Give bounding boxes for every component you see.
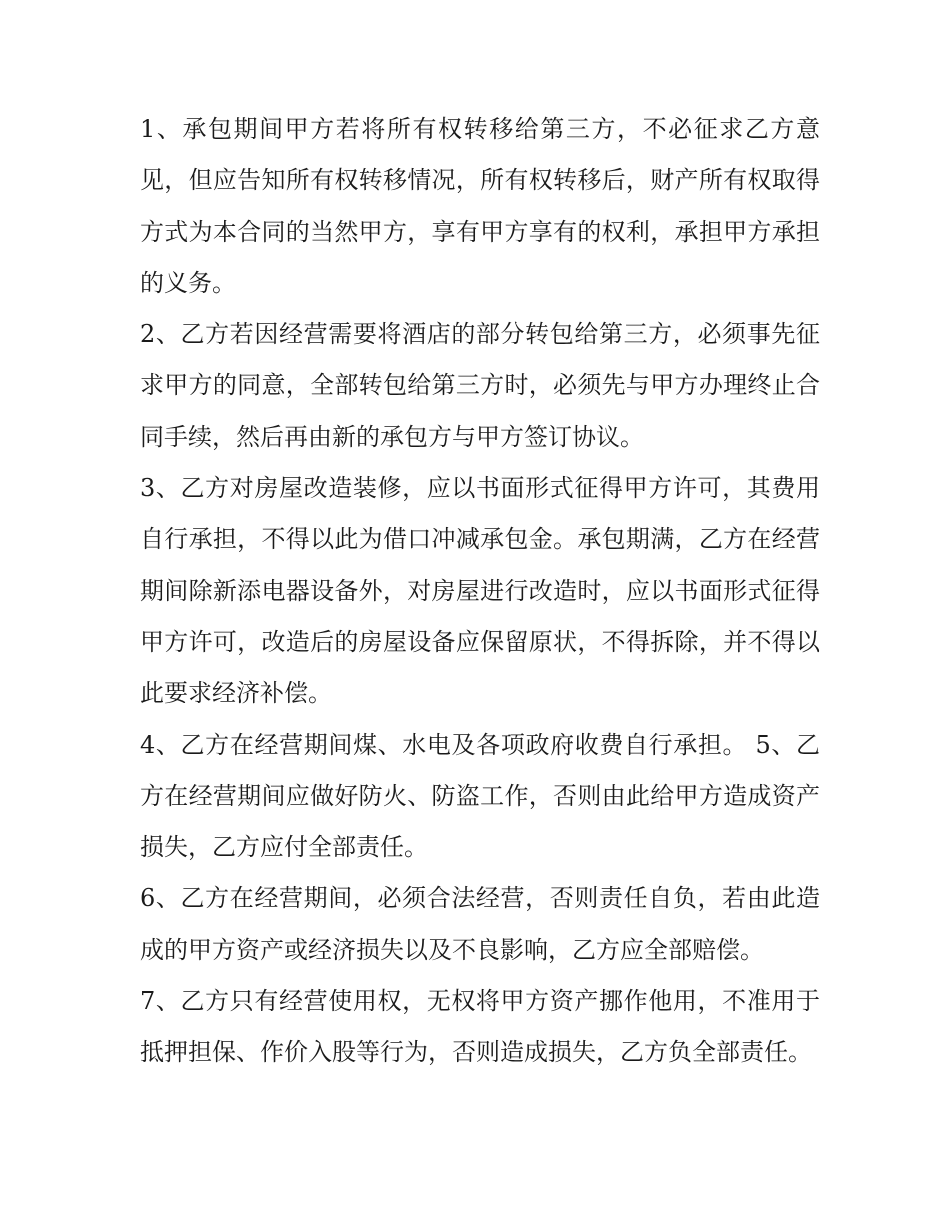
clause-4-5: 4、乙方在经营期间煤、水电及各项政府收费自行承担。 5、乙方在经营期间应做好防火、防盗工作，否则由此给甲方造成资产损失，乙方应付全部责任。 <box>140 730 820 862</box>
clause-1: 1、承包期间甲方若将所有权转移给第三方，不必征求乙方意见，但应告知所有权转移情况，所有权转移后，财产所有权取得方式为本合同的当然甲方，享有甲方享有的权利，承担甲方承担的义务。 <box>140 115 820 297</box>
clause-7: 7、乙方只有经营使用权，无权将甲方资产挪作他用，不准用于抵押担保、作价入股等行为，否则造成损失，乙方负全部责任。 <box>140 987 820 1067</box>
clause-6: 6、乙方在经营期间，必须合法经营，否则责任自负，若由此造成的甲方资产或经济损失以及不良影响，乙方应全部赔偿。 <box>140 884 820 964</box>
clause-3: 3、乙方对房屋改造装修，应以书面形式征得甲方许可，其费用自行承担，不得以此为借口冲减承包金。承包期满，乙方在经营期间除新添电器设备外，对房屋进行改造时，应以书面形式征得甲方许可，改造后的房屋设备应保留原状，不得拆除，并不得以此要求经济补偿。 <box>140 474 820 708</box>
document-body <box>140 104 820 1079</box>
clause-2: 2、乙方若因经营需要将酒店的部分转包给第三方，必须事先征求甲方的同意，全部转包给第三方时，必须先与甲方办理终止合同手续，然后再由新的承包方与甲方签订协议。 <box>140 320 820 451</box>
